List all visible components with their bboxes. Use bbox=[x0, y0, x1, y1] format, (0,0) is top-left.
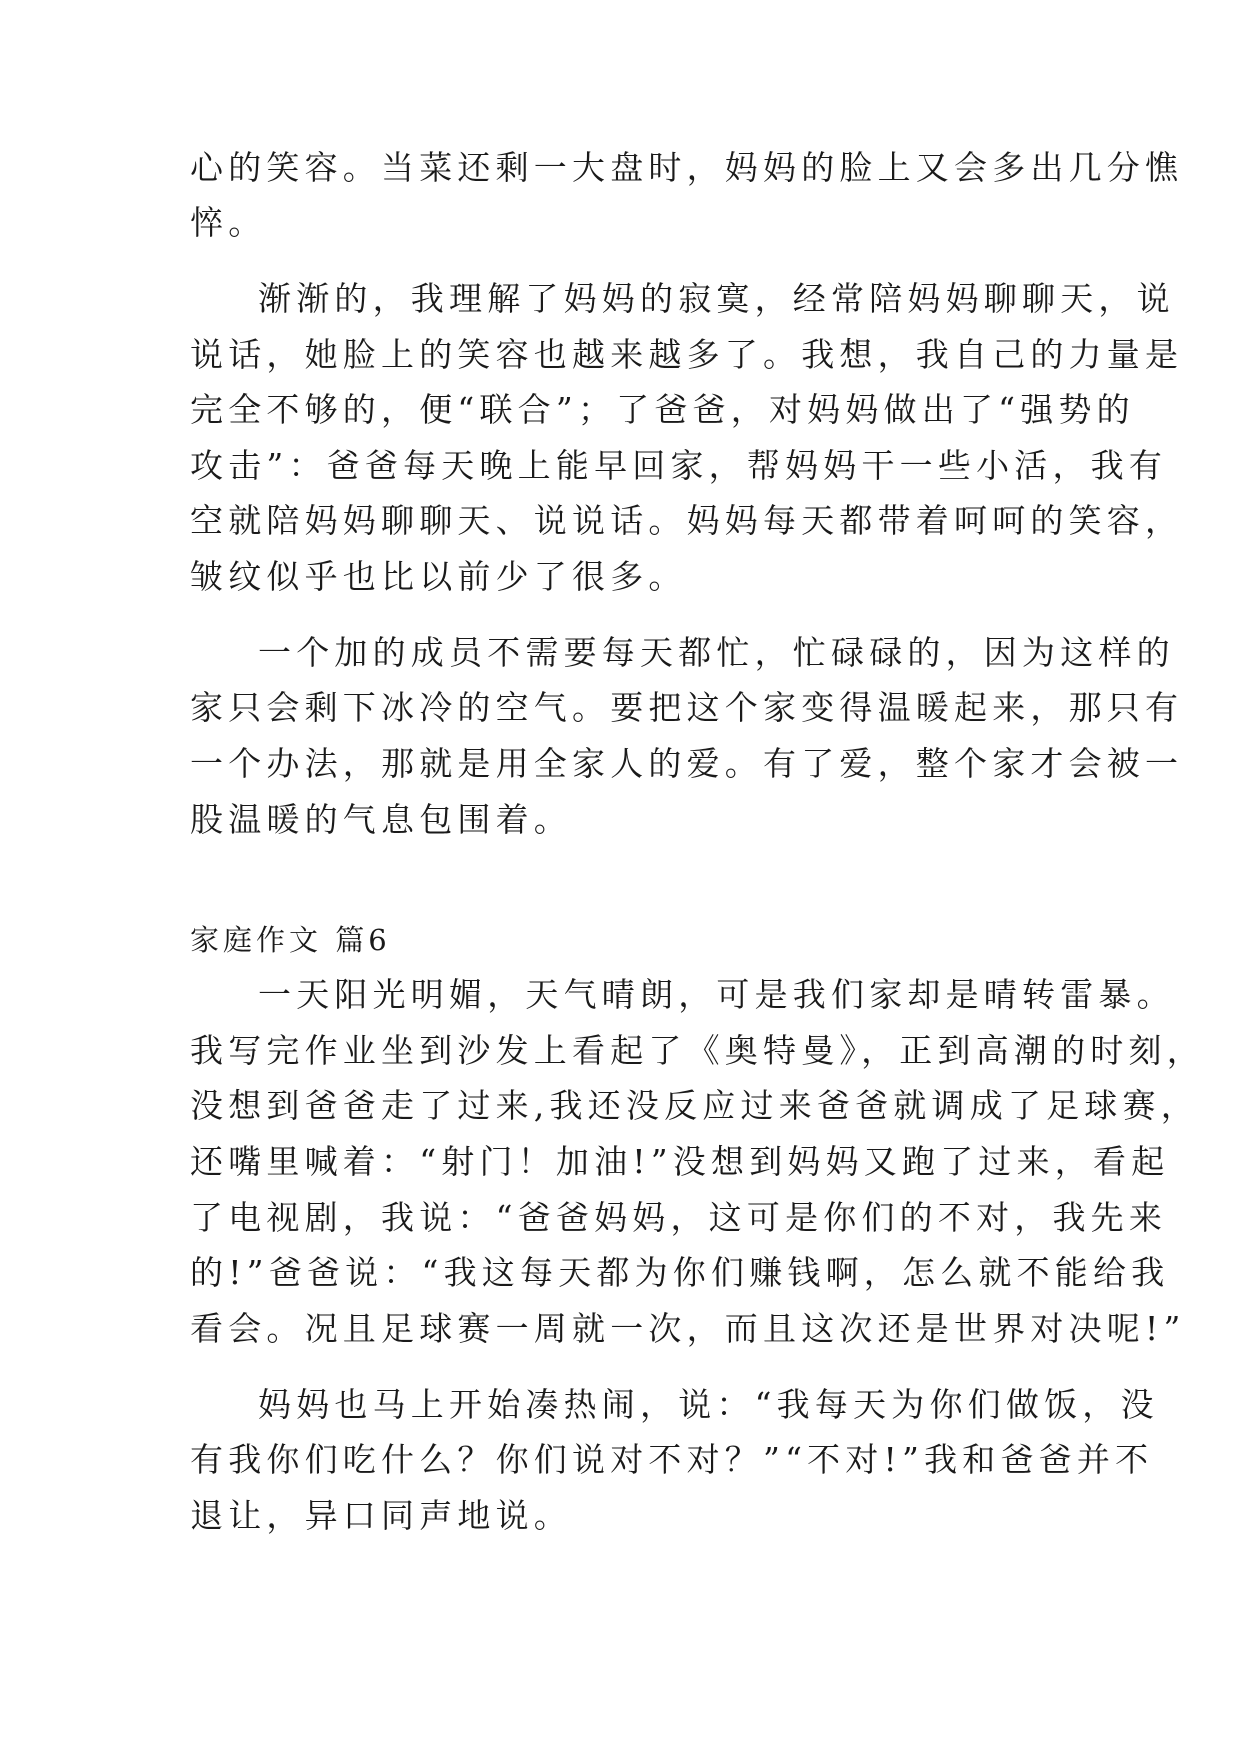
paragraph-4-line-6: 的!”爸爸说：“我这每天都为你们赚钱啊，怎么就不能给我 bbox=[190, 1253, 1170, 1292]
paragraph-3-line-4: 股温暖的气息包围着。 bbox=[190, 800, 572, 839]
paragraph-4-line-3: 没想到爸爸走了过来,我还没反应过来爸爸就调成了足球赛， bbox=[190, 1086, 1199, 1125]
section-heading: 家庭作文 篇6 bbox=[190, 923, 391, 957]
paragraph-3-line-1: 一个加的成员不需要每天都忙，忙碌碌的，因为这样的 bbox=[258, 633, 1175, 672]
paragraph-2-line-5: 空就陪妈妈聊聊天、说说话。妈妈每天都带着呵呵的笑容， bbox=[190, 501, 1184, 540]
paragraph-5-line-2: 有我你们吃什么？你们说对不对？”“不对!”我和爸爸并不 bbox=[190, 1440, 1154, 1479]
paragraph-5-line-3: 退让，异口同声地说。 bbox=[190, 1496, 572, 1535]
paragraph-2-line-1: 渐渐的，我理解了妈妈的寂寞，经常陪妈妈聊聊天，说 bbox=[258, 279, 1175, 318]
paragraph-5-line-1: 妈妈也马上开始凑热闹，说：“我每天为你们做饭，没 bbox=[258, 1385, 1159, 1424]
paragraph-2-line-3: 完全不够的，便“联合”；了爸爸，对妈妈做出了“强势的 bbox=[190, 390, 1135, 429]
paragraph-4-line-2: 我写完作业坐到沙发上看起了《奥特曼》，正到高潮的时刻， bbox=[190, 1031, 1205, 1070]
paragraph-1-line-1: 心的笑容。当菜还剩一大盘时，妈妈的脸上又会多出几分憔 bbox=[190, 148, 1184, 187]
paragraph-2-line-2: 说话，她脸上的笑容也越来越多了。我想，我自己的力量是 bbox=[190, 335, 1184, 374]
paragraph-1-line-2: 悴。 bbox=[190, 203, 267, 242]
paragraph-3-line-2: 家只会剩下冰冷的空气。要把这个家变得温暖起来，那只有 bbox=[190, 688, 1184, 727]
paragraph-2-line-4: 攻击”：爸爸每天晚上能早回家，帮妈妈干一些小活，我有 bbox=[190, 446, 1168, 485]
paragraph-4-line-7: 看会。况且足球赛一周就一次，而且这次还是世界对决呢!” bbox=[190, 1309, 1186, 1348]
paragraph-4-line-1: 一天阳光明媚，天气晴朗，可是我们家却是晴转雷暴。 bbox=[258, 975, 1175, 1014]
paragraph-3-line-3: 一个办法，那就是用全家人的爱。有了爱，整个家才会被一 bbox=[190, 744, 1184, 783]
paragraph-4-line-5: 了电视剧，我说：“爸爸妈妈，这可是你们的不对，我先来 bbox=[190, 1198, 1168, 1237]
paragraph-4-line-4: 还嘴里喊着：“射门！加油!”没想到妈妈又跑了过来，看起 bbox=[190, 1142, 1170, 1181]
paragraph-2-line-6: 皱纹似乎也比以前少了很多。 bbox=[190, 557, 687, 596]
